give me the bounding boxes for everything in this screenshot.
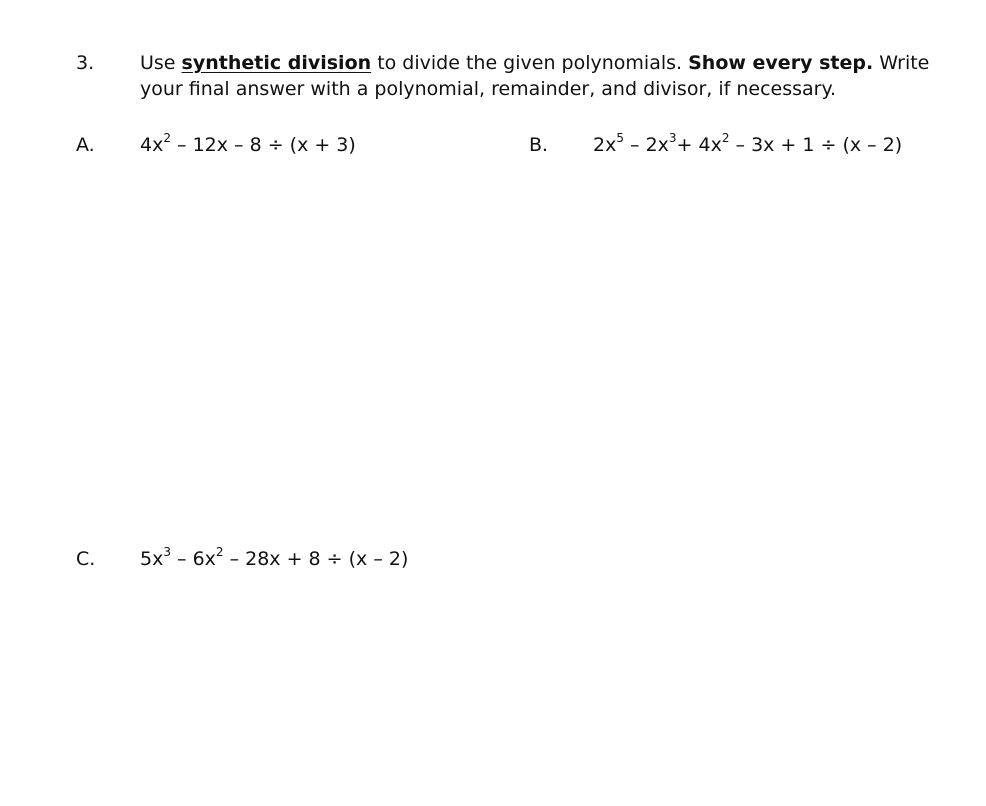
problem-b-exponent-2: 3 <box>668 131 677 145</box>
problem-c-label: C. <box>76 548 96 570</box>
problem-b-term-3: + 4x <box>676 134 722 156</box>
problem-c-term-3: – 28x + 8 ÷ (x – 2) <box>223 548 409 570</box>
problem-c-exponent-2: 2 <box>215 545 224 559</box>
problem-c-expression <box>140 546 408 574</box>
problem-c-exponent-1: 3 <box>163 545 171 559</box>
instruction-text-3: Write your final answer with a polynomial, remainder, and divisor, if necessary. <box>140 52 930 100</box>
problem-a-exponent-1: 2 <box>163 131 171 145</box>
problem-b-exponent-3: 2 <box>721 131 730 145</box>
problem-b-expression <box>593 132 902 160</box>
problem-a-expression <box>140 132 356 160</box>
problem-b-term-2: – 2x <box>623 134 669 156</box>
instruction-show-every-step: Show every step. <box>688 52 874 74</box>
problem-b-term-4: – 3x + 1 ÷ (x – 2) <box>729 134 903 156</box>
problem-b-term-1: 2x <box>593 134 617 156</box>
question-instruction <box>140 50 940 102</box>
problem-c-term-2: – 6x <box>170 548 216 570</box>
problem-c-term-1: 5x <box>140 548 164 570</box>
problem-a-term-1: 4x <box>140 134 164 156</box>
question-number: 3. <box>76 52 95 74</box>
instruction-synthetic-division: synthetic division <box>181 52 372 74</box>
problem-a-term-2: – 12x – 8 ÷ (x + 3) <box>170 134 356 156</box>
problem-b-exponent-1: 5 <box>616 131 624 145</box>
instruction-text-1: Use <box>140 52 182 74</box>
problem-a-label: A. <box>76 134 95 156</box>
instruction-text-2: to divide the given polynomials. <box>371 52 689 74</box>
problem-b-label: B. <box>529 134 549 156</box>
